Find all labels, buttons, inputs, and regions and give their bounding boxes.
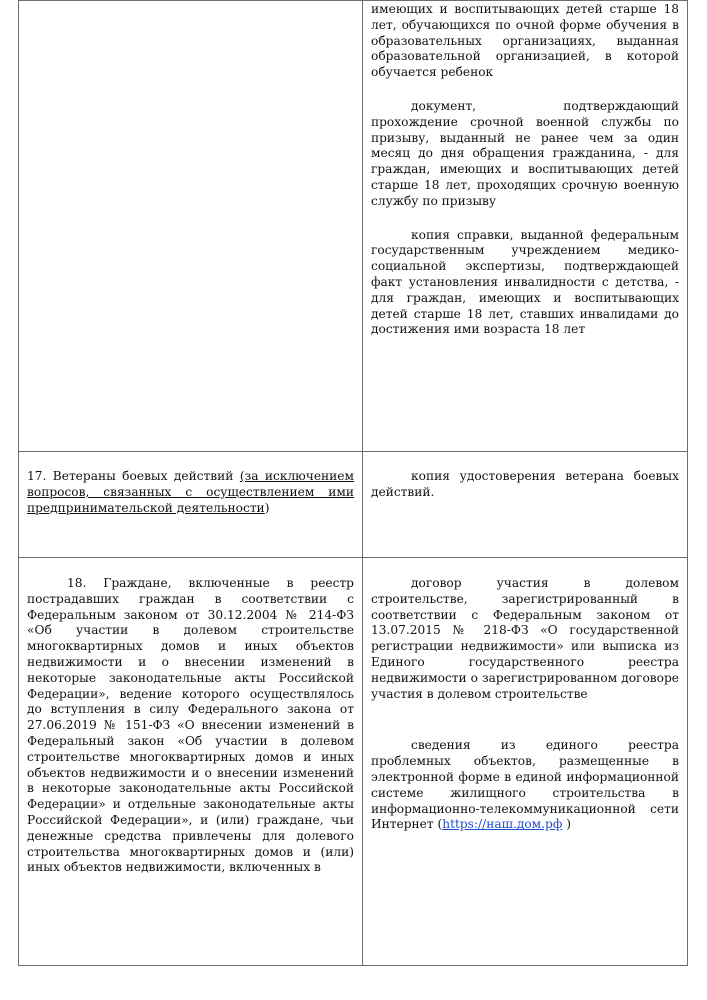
table-row-18 (19, 558, 688, 966)
row-continuation-right-cell (363, 1, 688, 452)
row-18-document-cell (363, 558, 688, 966)
row-17-document-text: копия удостоверения ветерана боевых действий. (371, 469, 679, 499)
row-17-category-prefix: 17. Ветераны боевых действий (27, 469, 240, 483)
row-18-document-contract: договор участия в долевом строительстве, зарегистрированный в соответствии с Федеральным законом от 13.07.2015 № 218-ФЗ «О государственной регистрации недвижимости» или выписка из Единого государственного реестра недвижимости о зарегистрированном договоре участия в долевом строительстве (371, 576, 679, 701)
row-17-category-suffix: ) (264, 500, 270, 515)
document-requirement-military: документ, подтверждающий прохождение срочной военной службы по призыву, выданный не ранее чем за один месяц до дня обращения гражданина, - для граждан, имеющих и воспитывающих детей старше 18 лет, проходящих срочную военную службу по призыву (371, 98, 679, 208)
row-18-document-registry (371, 738, 679, 833)
row-18-registry-text: сведения из единого реестра проблемных объектов, размещенные в электронной форме в единой информационной системе жилищного строительства в информационно-телекоммуникационной сети Интернет ( (371, 738, 679, 832)
row-17-category-underlined: (за исключением вопросов, связанных с осуществлением ими предпринимательской деятельности (27, 469, 355, 515)
row-17-document-cell (363, 452, 688, 558)
table-row-continuation (19, 1, 688, 452)
registry-website-link[interactable]: https://наш.дом.рф (442, 817, 563, 832)
document-table (18, 0, 688, 966)
document-requirement-disability: копия справки, выданной федеральным государственным учреждением медико-социальной экспертизы, подтверждающей факт установления инвалидности с детства, - для граждан, имеющих и воспитывающих детей старше 18 лет, ставших инвалидами до достижения ими возраста 18 лет (371, 227, 679, 337)
row-17-category-text (27, 469, 354, 516)
row-18-category-cell (19, 558, 363, 966)
table-row-17 (19, 452, 688, 558)
document-requirement-education: имеющих и воспитывающих детей старше 18 лет, обучающихся по очной форме обучения в образовательных организациях, выданная образовательной организацией, в которой обучается ребенок (371, 2, 679, 80)
row-17-category-cell (19, 452, 363, 558)
row-18-registry-end: ) (562, 817, 572, 832)
row-18-category-text: 18. Граждане, включенные в реестр пострадавших граждан в соответствии с Федеральным законом от 30.12.2004 № 214-ФЗ «Об участии в долевом строительстве многоквартирных домов и иных объектов недвижимости и о внесении изменений в некоторые законодательные акты Российской Федерации», ведение которого осуществлялось до вступления в силу Федерального закона от 27.06.2019 № 151-ФЗ «О внесении изменений в Федеральный закон «Об участии в долевом строительстве многоквартирных домов и иных объектов недвижимости и о внесении изменений в некоторые законодательные акты Российской Федерации» и отдельные законодательные акты Российской Федерации», и (или) граждане, чьи денежные средства привлечены для долевого строительства многоквартирных домов и (или) иных объектов недвижимости, включенных в (27, 576, 354, 875)
row-continuation-left-cell (19, 1, 363, 452)
